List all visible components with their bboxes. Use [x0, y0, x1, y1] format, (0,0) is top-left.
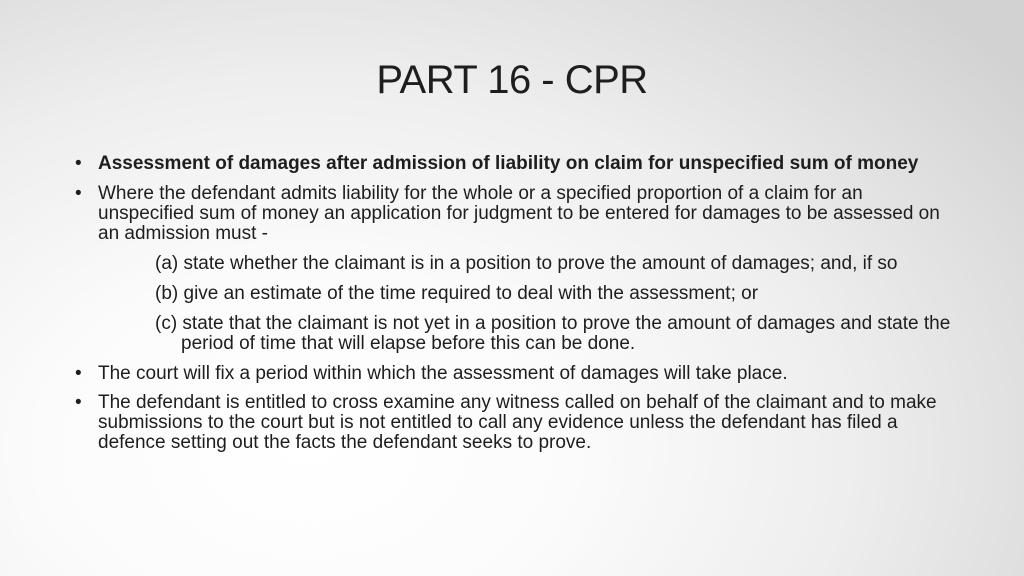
sub-item-text: (b) give an estimate of the time required to deal with the assessment; or — [155, 283, 759, 304]
bullet-item — [73, 364, 953, 384]
bullet-dot-icon: • — [75, 153, 82, 174]
bullet-text: The defendant is entitled to cross examine any witness called on behalf of the claimant and to make submissions to the court but is not entitled to call any evidence unless the defendant has filed a defence setting out the facts the defendant seeks to prove. — [98, 392, 937, 453]
bullet-text: The court will fix a period within which the assessment of damages will take place. — [98, 363, 788, 384]
sub-item-text: (a) state whether the claimant is in a position to prove the amount of damages; and, if so — [155, 253, 898, 274]
sub-item — [73, 314, 953, 354]
bullet-dot-icon: • — [75, 363, 82, 384]
sub-item — [73, 254, 953, 274]
sub-item-text: (c) state that the claimant is not yet in a position to prove the amount of damages and state the period of time that will elapse before this can be done. — [155, 313, 951, 354]
bullet-item — [73, 154, 953, 174]
bullet-heading-text: Assessment of damages after admission of liability on claim for unspecified sum of money — [98, 153, 919, 174]
bullet-item — [73, 184, 953, 244]
sub-item — [73, 284, 953, 304]
slide-title: PART 16 - CPR — [376, 58, 648, 102]
slide-content — [73, 154, 953, 462]
bullet-dot-icon: • — [75, 392, 82, 413]
bullet-dot-icon: • — [75, 183, 82, 204]
bullet-text: Where the defendant admits liability for the whole or a specified proportion of a claim for an unspecified sum of money an application for judgment to be entered for damages to be assessed on an admission must - — [98, 183, 940, 244]
bullet-item — [73, 393, 953, 453]
